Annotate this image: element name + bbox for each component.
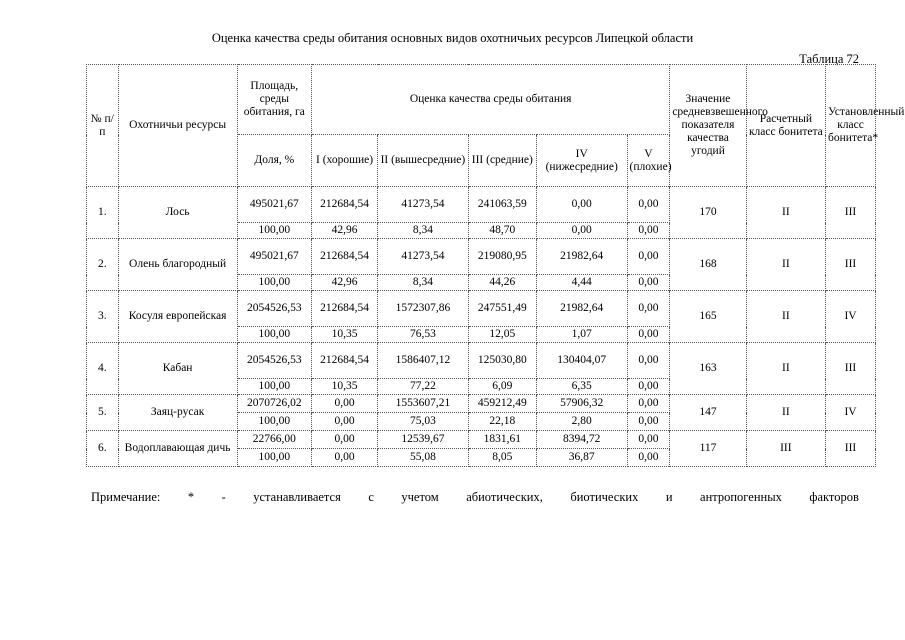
habitat-area: 495021,67 — [237, 239, 311, 275]
weighted-index: 147 — [670, 395, 746, 431]
footnote-word: биотических — [570, 490, 639, 504]
row-number: 3. — [87, 291, 119, 343]
set-class: III — [826, 239, 876, 291]
header-num: № п/п — [87, 65, 119, 187]
footnote-word: Примечание: — [91, 490, 161, 504]
header-assessment: Оценка качества среды обитания — [311, 65, 669, 135]
table-row — [87, 187, 876, 223]
area-class-2: 1586407,12 — [378, 343, 469, 379]
set-class: III — [826, 187, 876, 239]
share-total: 100,00 — [237, 449, 311, 467]
share-class-4: 36,87 — [536, 449, 627, 467]
share-class-5: 0,00 — [627, 223, 670, 239]
area-class-4: 0,00 — [536, 187, 627, 223]
weighted-index: 168 — [670, 239, 746, 291]
calc-class: II — [746, 187, 825, 239]
share-class-4: 4,44 — [536, 275, 627, 291]
footnote-word: устанавливается — [253, 490, 341, 504]
area-class-5: 0,00 — [627, 291, 670, 327]
footnote-word: абиотических, — [466, 490, 543, 504]
weighted-index: 117 — [670, 431, 746, 467]
share-class-3: 48,70 — [468, 223, 536, 239]
set-class: III — [826, 431, 876, 467]
calc-class: II — [746, 291, 825, 343]
share-class-2: 76,53 — [378, 327, 469, 343]
calc-class: III — [746, 431, 825, 467]
calc-class: II — [746, 343, 825, 395]
area-class-5: 0,00 — [627, 187, 670, 223]
area-class-1: 212684,54 — [311, 291, 377, 327]
share-class-1: 42,96 — [311, 223, 377, 239]
share-class-4: 2,80 — [536, 413, 627, 431]
share-class-1: 42,96 — [311, 275, 377, 291]
area-class-3: 219080,95 — [468, 239, 536, 275]
table-row — [87, 343, 876, 379]
area-class-3: 125030,80 — [468, 343, 536, 379]
calc-class: II — [746, 395, 825, 431]
share-class-4: 6,35 — [536, 379, 627, 395]
share-class-2: 8,34 — [378, 275, 469, 291]
area-class-2: 1572307,86 — [378, 291, 469, 327]
header-share: Доля, % — [237, 135, 311, 187]
share-class-2: 8,34 — [378, 223, 469, 239]
weighted-index: 165 — [670, 291, 746, 343]
header-class-4: IV (нижесредние) — [536, 135, 627, 187]
area-class-4: 130404,07 — [536, 343, 627, 379]
share-class-4: 1,07 — [536, 327, 627, 343]
resource-name: Косуля европейская — [118, 291, 237, 343]
set-class: IV — [826, 395, 876, 431]
document-title: Оценка качества среды обитания основных видов охотничьих ресурсов Липецкой области — [211, 31, 694, 45]
area-class-4: 21982,64 — [536, 239, 627, 275]
share-class-5: 0,00 — [627, 379, 670, 395]
set-class: IV — [826, 291, 876, 343]
header-class-5: V (плохие) — [627, 135, 670, 187]
share-class-5: 0,00 — [627, 449, 670, 467]
header-class-3: III (средние) — [468, 135, 536, 187]
share-class-2: 77,22 — [378, 379, 469, 395]
area-class-2: 41273,54 — [378, 187, 469, 223]
area-class-3: 241063,59 — [468, 187, 536, 223]
table-row — [87, 239, 876, 275]
weighted-index: 170 — [670, 187, 746, 239]
habitat-area: 2054526,53 — [237, 291, 311, 327]
habitat-area: 495021,67 — [237, 187, 311, 223]
header-area: Площадь, среды обитания, га — [237, 65, 311, 135]
share-class-5: 0,00 — [627, 327, 670, 343]
share-class-5: 0,00 — [627, 275, 670, 291]
area-class-1: 0,00 — [311, 395, 377, 413]
header-class-2: II (вышесредние) — [378, 135, 469, 187]
header-weighted-index: Значение средневзвешенного показателя качества угодий — [670, 65, 746, 187]
header-set-class: Установленный класс бонитета* — [826, 65, 876, 187]
share-class-3: 44,26 — [468, 275, 536, 291]
area-class-2: 41273,54 — [378, 239, 469, 275]
share-total: 100,00 — [237, 275, 311, 291]
share-class-3: 8,05 — [468, 449, 536, 467]
area-class-4: 57906,32 — [536, 395, 627, 413]
footnote-word: факторов — [809, 490, 859, 504]
footnote-word: антропогенных — [700, 490, 782, 504]
share-class-1: 10,35 — [311, 327, 377, 343]
header-calc-class: Расчетный класс бонитета — [746, 65, 825, 187]
resource-name: Водоплавающая дичь — [118, 431, 237, 467]
share-class-3: 6,09 — [468, 379, 536, 395]
area-class-4: 21982,64 — [536, 291, 627, 327]
area-class-3: 459212,49 — [468, 395, 536, 413]
header-resources: Охотничьи ресурсы — [118, 65, 237, 187]
footnote-word: * — [187, 490, 195, 504]
table-label: Таблица 72 — [799, 52, 859, 66]
share-class-3: 12,05 — [468, 327, 536, 343]
share-class-4: 0,00 — [536, 223, 627, 239]
table-row — [87, 395, 876, 413]
footnote-word: и — [665, 490, 673, 504]
area-class-1: 0,00 — [311, 431, 377, 449]
resource-name: Заяц-русак — [118, 395, 237, 431]
share-class-1: 0,00 — [311, 449, 377, 467]
row-number: 6. — [87, 431, 119, 467]
area-class-5: 0,00 — [627, 343, 670, 379]
row-number: 2. — [87, 239, 119, 291]
footnote-word: учетом — [401, 490, 439, 504]
area-class-1: 212684,54 — [311, 343, 377, 379]
area-class-5: 0,00 — [627, 239, 670, 275]
footnote-word: - — [221, 490, 226, 504]
footnote — [91, 490, 859, 505]
share-class-1: 0,00 — [311, 413, 377, 431]
header-class-1: I (хорошие) — [311, 135, 377, 187]
share-class-1: 10,35 — [311, 379, 377, 395]
area-class-3: 1831,61 — [468, 431, 536, 449]
habitat-area: 2070726,02 — [237, 395, 311, 413]
row-number: 5. — [87, 395, 119, 431]
area-class-2: 12539,67 — [378, 431, 469, 449]
share-total: 100,00 — [237, 413, 311, 431]
calc-class: II — [746, 239, 825, 291]
area-class-2: 1553607,21 — [378, 395, 469, 413]
set-class: III — [826, 343, 876, 395]
habitat-quality-table — [86, 64, 905, 467]
resource-name: Лось — [118, 187, 237, 239]
table-row — [87, 431, 876, 449]
weighted-index: 163 — [670, 343, 746, 395]
resource-name: Олень благородный — [118, 239, 237, 291]
area-class-5: 0,00 — [627, 395, 670, 413]
share-total: 100,00 — [237, 327, 311, 343]
area-class-1: 212684,54 — [311, 187, 377, 223]
share-class-2: 75,03 — [378, 413, 469, 431]
footnote-word: с — [368, 490, 374, 504]
share-class-2: 55,08 — [378, 449, 469, 467]
share-total: 100,00 — [237, 223, 311, 239]
area-class-5: 0,00 — [627, 431, 670, 449]
row-number: 4. — [87, 343, 119, 395]
share-total: 100,00 — [237, 379, 311, 395]
table-row — [87, 291, 876, 327]
area-class-4: 8394,72 — [536, 431, 627, 449]
habitat-area: 2054526,53 — [237, 343, 311, 379]
share-class-3: 22,18 — [468, 413, 536, 431]
area-class-3: 247551,49 — [468, 291, 536, 327]
share-class-5: 0,00 — [627, 413, 670, 431]
resource-name: Кабан — [118, 343, 237, 395]
row-number: 1. — [87, 187, 119, 239]
area-class-1: 212684,54 — [311, 239, 377, 275]
habitat-area: 22766,00 — [237, 431, 311, 449]
